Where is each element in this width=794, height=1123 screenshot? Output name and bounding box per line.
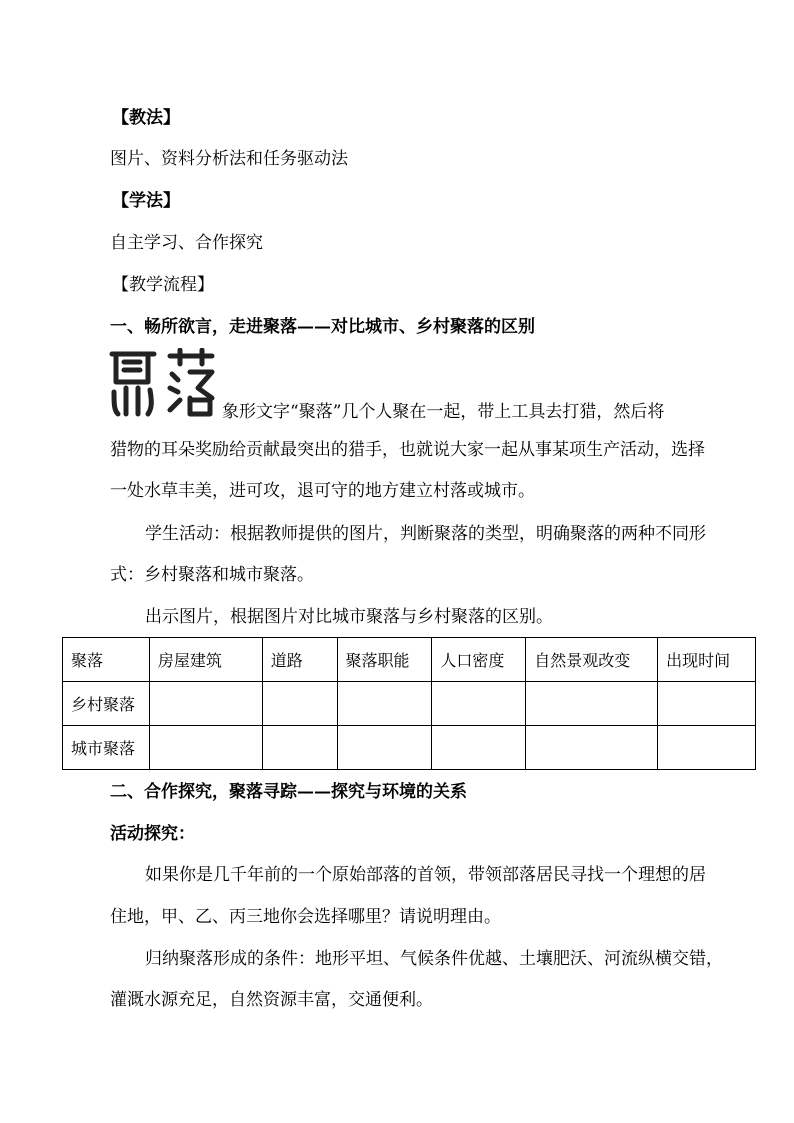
table-row-label: 城市聚落 xyxy=(63,726,150,770)
learning-method-content: 自主学习、合作探究 xyxy=(110,233,263,253)
table-cell xyxy=(526,726,658,770)
table-cell xyxy=(149,726,262,770)
section1-para1-line2: 猎物的耳朵奖励给贡献最突出的猎手，也就说大家一起从事某项生产活动，选择 xyxy=(110,440,705,460)
section1-title: 一、畅所欲言，走进聚落——对比城市、乡村聚落的区别 xyxy=(110,317,535,337)
table-row xyxy=(63,682,756,726)
table-cell xyxy=(526,682,658,726)
seal-script-image xyxy=(108,348,220,418)
section2-title: 二、合作探究，聚落寻踪——探究与环境的关系 xyxy=(110,782,467,802)
table-cell xyxy=(337,726,432,770)
flow-heading: 【教学流程】 xyxy=(112,275,214,295)
table-header-cell: 出现时间 xyxy=(658,638,756,682)
section2-para2-line2: 灌溉水源充足，自然资源丰富，交通便利。 xyxy=(110,990,433,1010)
section1-para1-line3: 一处水草丰美，进可攻，退可守的地方建立村落或城市。 xyxy=(110,481,535,501)
section1-para2-line1: 学生活动：根据教师提供的图片，判断聚落的类型，明确聚落的两种不同形 xyxy=(145,524,706,544)
table-cell xyxy=(658,682,756,726)
table-header-cell: 房屋建筑 xyxy=(149,638,262,682)
section1-para2-line2: 式：乡村聚落和城市聚落。 xyxy=(110,565,314,585)
table-header-cell: 聚落 xyxy=(63,638,150,682)
table-cell xyxy=(149,682,262,726)
section2-para2-line1: 归纳聚落形成的条件：地形平坦、气候条件优越、土壤肥沃、河流纵横交错， xyxy=(145,949,723,969)
table-header-cell: 道路 xyxy=(262,638,337,682)
table-cell xyxy=(262,726,337,770)
table-header-cell: 聚落职能 xyxy=(337,638,432,682)
table-cell xyxy=(337,682,432,726)
table-header-cell: 自然景观改变 xyxy=(526,638,658,682)
teaching-method-heading: 【教法】 xyxy=(112,108,180,128)
table-header-row xyxy=(63,638,756,682)
learning-method-heading: 【学法】 xyxy=(112,191,180,211)
section2-para1-line2: 住地，甲、乙、丙三地你会选择哪里？请说明理由。 xyxy=(110,907,501,927)
table-cell xyxy=(432,682,526,726)
settlement-comparison-table xyxy=(62,637,756,770)
table-cell xyxy=(432,726,526,770)
table-cell xyxy=(658,726,756,770)
section2-para1-line1: 如果你是几千年前的一个原始部落的首领，带领部落居民寻找一个理想的居 xyxy=(145,865,706,885)
activity-label: 活动探究： xyxy=(110,824,195,844)
table-row-label: 乡村聚落 xyxy=(63,682,150,726)
table-row xyxy=(63,726,756,770)
section1-para3: 出示图片，根据图片对比城市聚落与乡村聚落的区别。 xyxy=(145,607,553,627)
table-header-cell: 人口密度 xyxy=(432,638,526,682)
table-cell xyxy=(262,682,337,726)
teaching-method-content: 图片、资料分析法和任务驱动法 xyxy=(110,149,348,169)
section1-para1-line1: 象形文字“聚落”几个人聚在一起，带上工具去打猎，然后将 xyxy=(222,402,665,422)
